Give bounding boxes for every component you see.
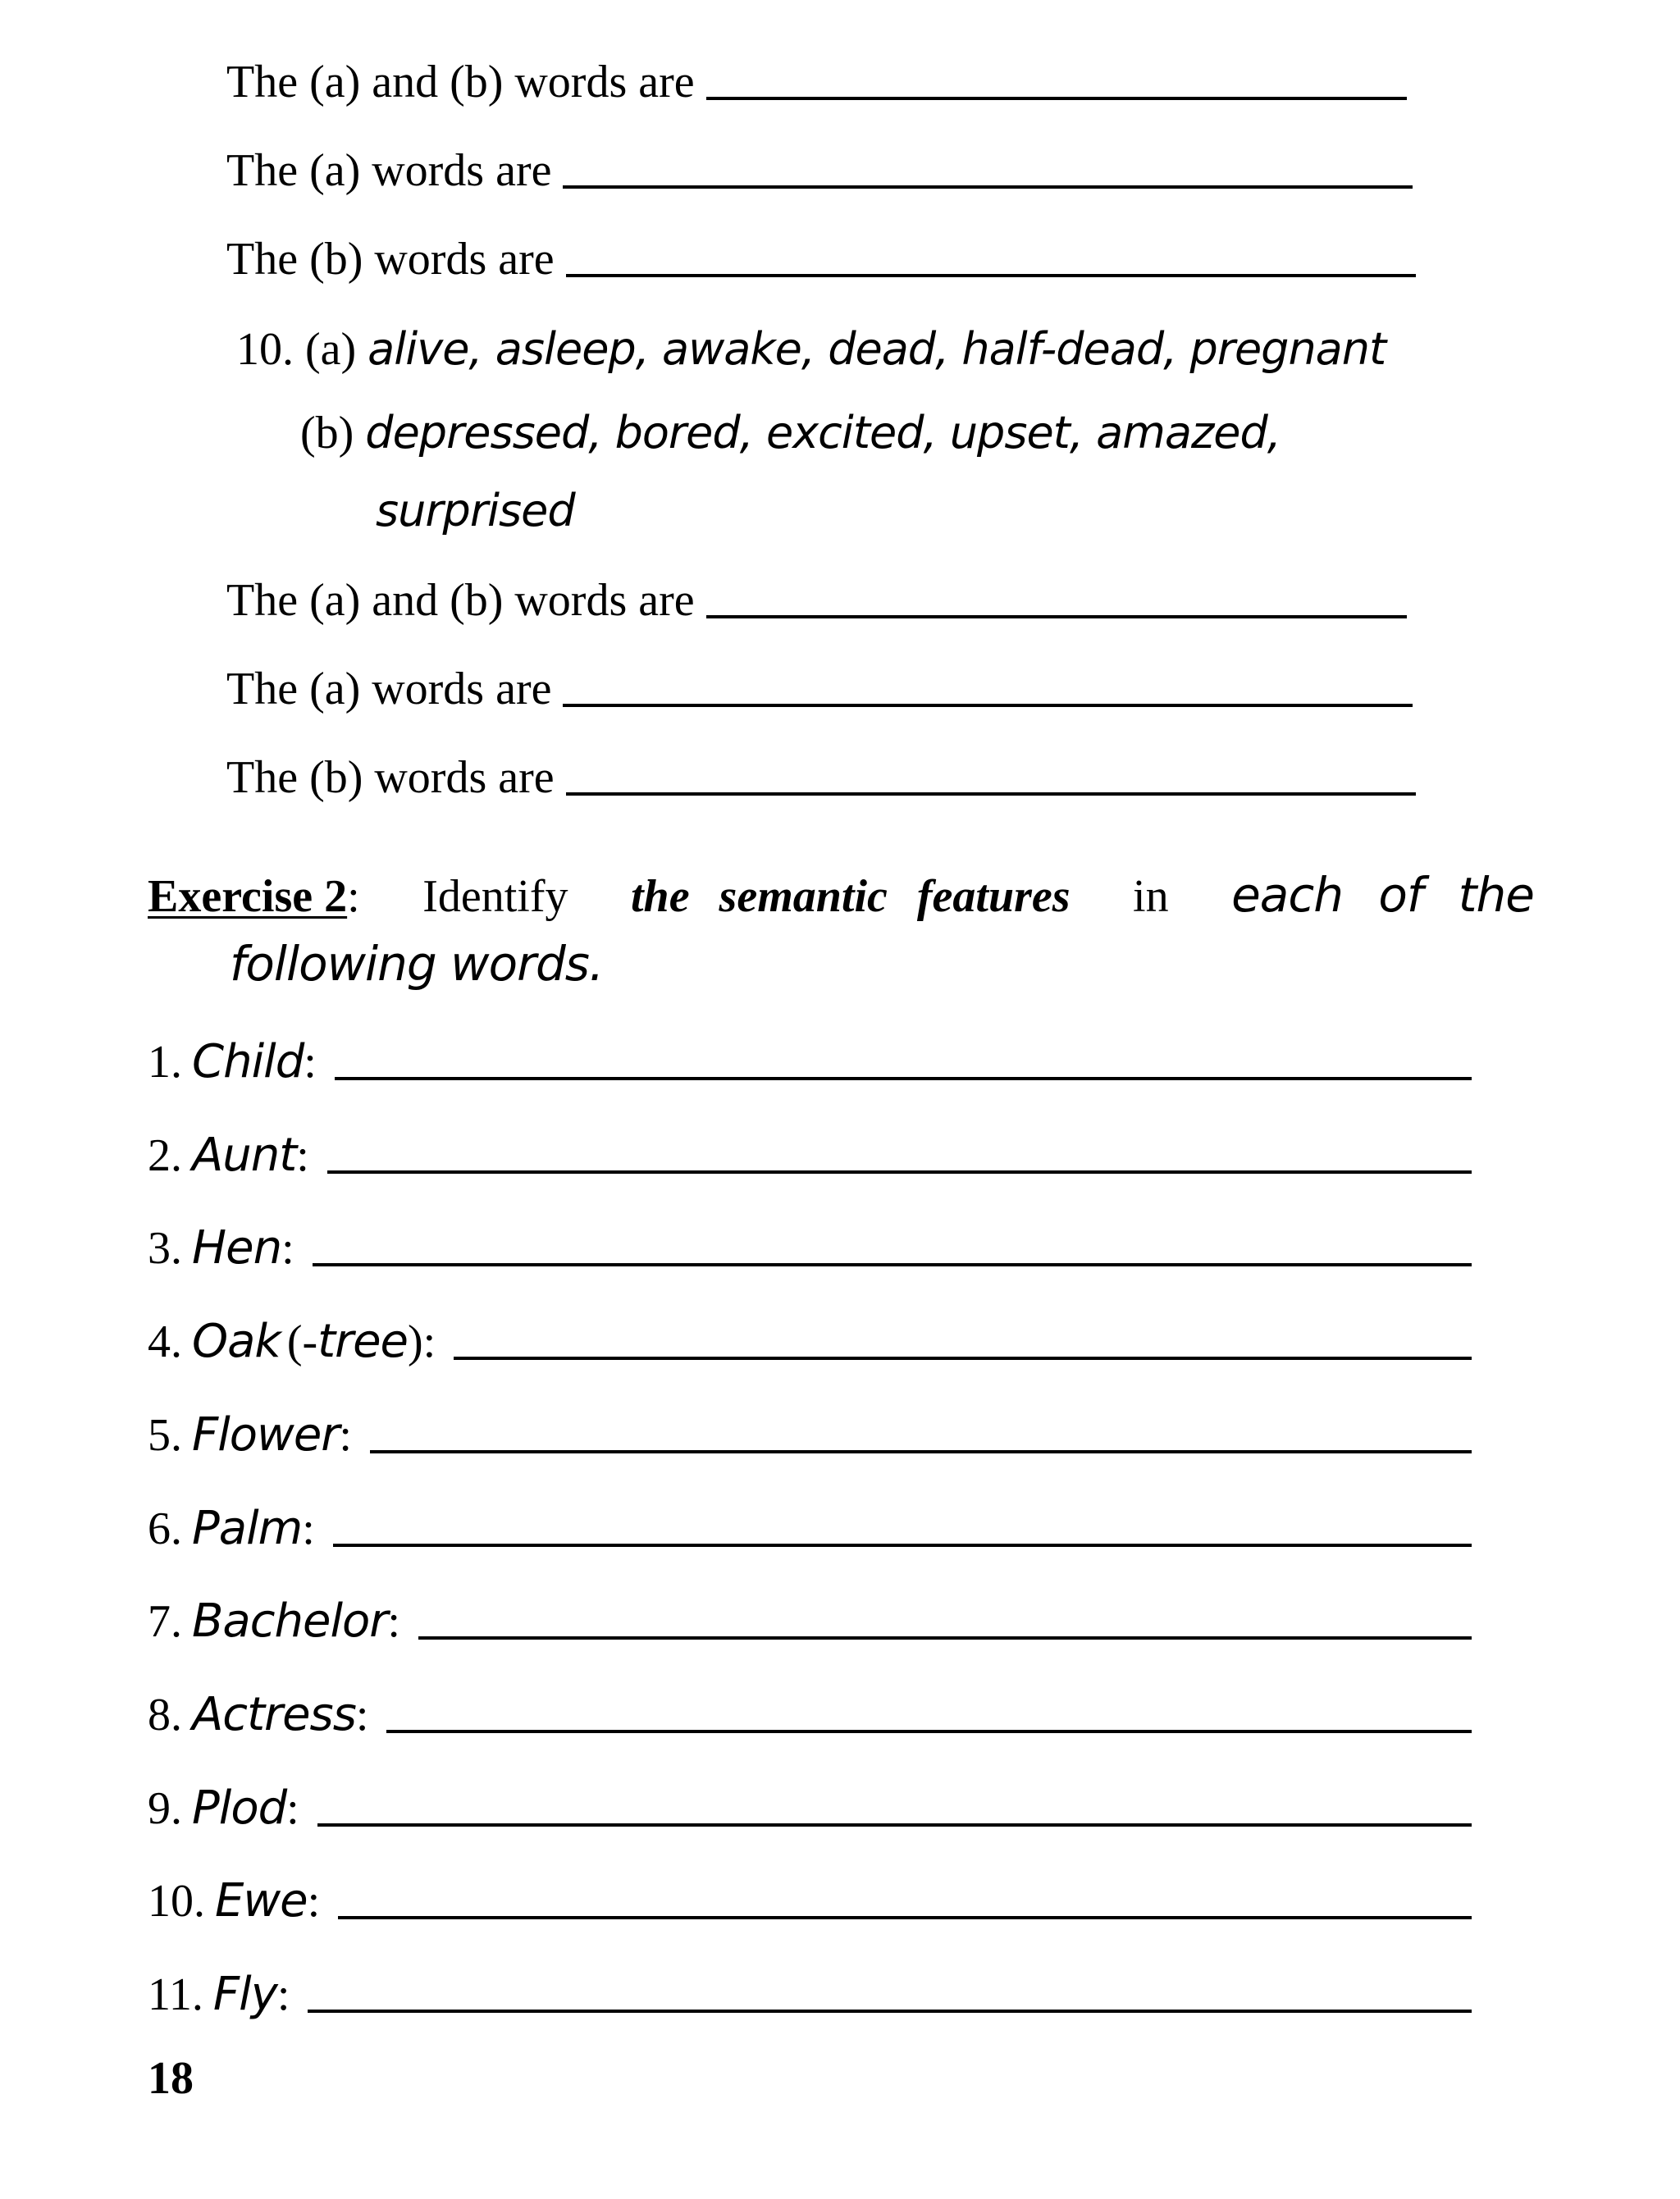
list-item	[148, 1221, 1472, 1275]
instruction-handwritten-continued: following words.	[230, 936, 604, 992]
item-colon: :	[307, 1876, 321, 1927]
item-label: (b)	[300, 408, 354, 459]
colon: :	[347, 871, 360, 922]
answer-blank[interactable]	[566, 274, 1416, 277]
answer-line-b-1	[226, 233, 1416, 285]
item-word: Ewe	[215, 1874, 308, 1928]
item-word: Aunt	[192, 1129, 297, 1182]
answer-line-a-2	[226, 663, 1413, 715]
item-number: 2.	[148, 1130, 182, 1181]
list-item	[148, 1874, 1472, 1928]
answer-blank[interactable]	[370, 1450, 1472, 1453]
item-extra-close: ):	[408, 1316, 436, 1367]
answer-line-ab-1	[226, 56, 1407, 108]
instruction-word: in	[1133, 871, 1169, 922]
item-10-b	[300, 407, 1281, 459]
item-number: 1.	[148, 1037, 182, 1088]
word-list-a: alive, asleep, awake, dead, half-dead, pregnant	[368, 323, 1386, 375]
item-word: Hen	[192, 1221, 282, 1275]
item-word: Flower	[192, 1408, 340, 1462]
item-colon: :	[304, 1037, 317, 1088]
answer-blank[interactable]	[308, 2010, 1472, 2013]
answer-blank[interactable]	[335, 1077, 1472, 1080]
item-extra-word: tree	[317, 1315, 409, 1368]
item-number: 7.	[148, 1596, 182, 1647]
answer-blank[interactable]	[706, 97, 1407, 100]
word-list-b-continued: surprised	[376, 485, 575, 536]
answer-line-b-2	[226, 751, 1416, 804]
answer-blank[interactable]	[386, 1730, 1472, 1733]
item-colon: :	[276, 1969, 290, 2020]
item-number: 6.	[148, 1503, 182, 1554]
list-item	[148, 1782, 1472, 1835]
item-word: Palm	[192, 1502, 303, 1555]
answer-blank[interactable]	[454, 1357, 1472, 1360]
prompt-text: The (a) words are	[226, 145, 552, 196]
item-word: Child	[192, 1035, 304, 1088]
word-list-b: depressed, bored, excited, upset, amazed,	[365, 407, 1281, 459]
list-item	[148, 1688, 1472, 1741]
answer-blank[interactable]	[338, 1916, 1472, 1919]
list-item	[148, 1968, 1472, 2021]
prompt-text: The (a) words are	[226, 664, 552, 714]
item-word: Oak	[192, 1315, 281, 1368]
page-number: 18	[148, 2053, 194, 2104]
list-item	[148, 1315, 1472, 1368]
prompt-text: The (a) and (b) words are	[226, 575, 695, 626]
answer-line-a-1	[226, 144, 1413, 197]
answer-blank[interactable]	[706, 615, 1407, 618]
instruction-emphasis: the semantic features	[631, 871, 1071, 922]
answer-blank[interactable]	[563, 185, 1413, 189]
item-number: 11.	[148, 1969, 203, 2020]
answer-line-ab-2	[226, 574, 1407, 627]
item-word: Plod	[192, 1782, 287, 1835]
item-10-a	[236, 323, 1386, 375]
item-colon: :	[296, 1130, 309, 1181]
answer-blank[interactable]	[327, 1170, 1472, 1174]
prompt-text: The (a) and (b) words are	[226, 57, 695, 107]
item-extra: (-	[286, 1316, 318, 1367]
item-number: 10. (a)	[236, 324, 357, 375]
item-colon: :	[339, 1410, 352, 1461]
item-colon: :	[281, 1223, 294, 1274]
instruction-word: Identify	[422, 871, 568, 922]
list-item	[148, 1035, 1472, 1088]
exercise-label	[148, 871, 360, 922]
answer-blank[interactable]	[333, 1544, 1472, 1547]
item-number: 9.	[148, 1783, 182, 1834]
item-number: 8.	[148, 1690, 182, 1740]
answer-blank[interactable]	[566, 792, 1416, 796]
list-item	[148, 1502, 1472, 1555]
answer-blank[interactable]	[317, 1823, 1472, 1827]
item-colon: :	[387, 1596, 400, 1647]
list-item	[148, 1408, 1472, 1462]
item-colon: :	[286, 1783, 299, 1834]
item-colon: :	[355, 1690, 369, 1740]
exercise-title: Exercise 2	[148, 871, 348, 922]
answer-blank[interactable]	[313, 1263, 1472, 1266]
item-number: 5.	[148, 1410, 182, 1461]
item-word: Bachelor	[192, 1595, 388, 1648]
instruction-handwritten: each of the	[1231, 867, 1534, 923]
prompt-text: The (b) words are	[226, 234, 555, 285]
item-word: Fly	[212, 1968, 277, 2021]
answer-blank[interactable]	[418, 1636, 1472, 1640]
item-number: 10.	[148, 1876, 205, 1927]
item-word: Actress	[192, 1688, 356, 1741]
exercise-2-instruction	[148, 867, 1534, 923]
item-colon: :	[302, 1503, 315, 1554]
item-number: 4.	[148, 1316, 182, 1367]
prompt-text: The (b) words are	[226, 752, 555, 803]
list-item	[148, 1129, 1472, 1182]
answer-blank[interactable]	[563, 704, 1413, 707]
list-item	[148, 1595, 1472, 1648]
item-number: 3.	[148, 1223, 182, 1274]
